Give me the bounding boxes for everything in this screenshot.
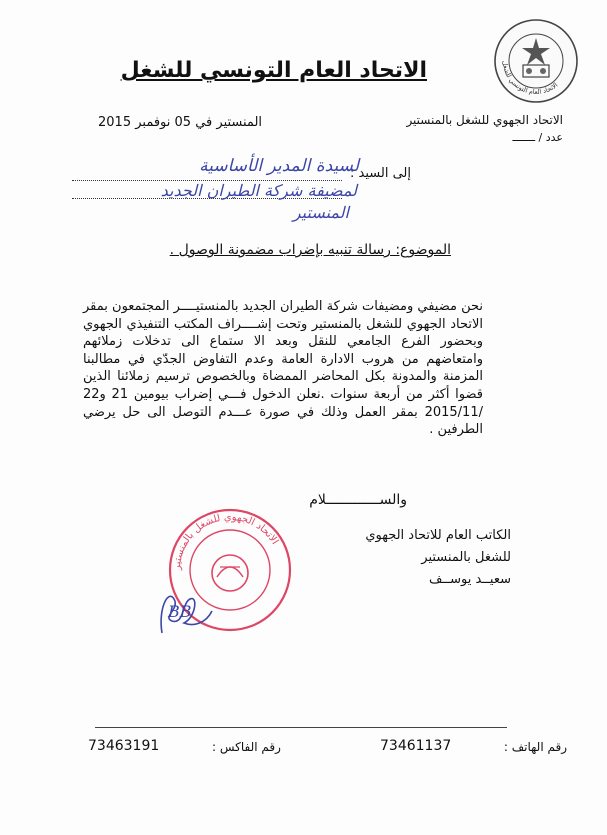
fax-number: 73463191 bbox=[88, 738, 160, 754]
letter-subject: الموضوع: رسالة تنبيه بإضراب مضمونة الوصول . bbox=[169, 242, 451, 258]
signature-initials: BB bbox=[168, 602, 192, 621]
handwritten-signature bbox=[148, 583, 218, 641]
fax-label: رقم الفاكس : bbox=[212, 740, 281, 754]
recipient-handwritten-line: لسيدة المدير الأساسية bbox=[199, 156, 359, 176]
signatory-title: للشغل بالمنستير bbox=[421, 550, 511, 565]
phone-label: رقم الهاتف : bbox=[503, 740, 567, 754]
letter-date: المنستير في 05 نوفمبر 2015 bbox=[98, 115, 263, 130]
letter-body bbox=[83, 298, 483, 439]
logo-ring-text: الاتحاد العام التونسي للشغل bbox=[500, 60, 560, 97]
phone-number: 73461137 bbox=[380, 738, 452, 754]
footer-divider bbox=[95, 727, 507, 728]
stamp-ring-text: الاتحاد الجهوي للشغل بالمنستير bbox=[171, 511, 281, 571]
main-title: الاتحاد العام التونسي للشغل bbox=[120, 58, 427, 83]
recipient-handwritten-line: لمضيفة شركة الطيران الجديد bbox=[160, 181, 357, 200]
reference-number: عدد / ـــــــ bbox=[512, 131, 563, 144]
signatory-title: الكاتب العام للاتحاد الجهوي bbox=[365, 528, 511, 543]
recipient-handwritten-line: المنستير bbox=[292, 203, 349, 222]
signatory-name: سعيــد يوســف bbox=[429, 572, 511, 587]
letter-body-paragraph: نحن مضيفي ومضيفات شركة الطيران الجديد بالمنستيــــر المجتمعون بمقر الاتحاد الجهوي للشغل بالمنستير وتحت إشــــراف المكتب التنفيذي الجهوي وبحضور الفرع الجامعي للنقل وبعد الا ستماع الى تدخلات زملائهم وامتعاضهم من هروب الادارة العامة وعدم التفاوض الجدّي في مطالبنا المزمنة والمدونة بكل المحاضر الممضاة وبالخصوص ترسيم زملائنا الذين قضوا أكثر من أربعة سنوات .نعلن الدخول فـــي إضراب بيومين 21 و22 /2015/11 بمقر العمل وذلك في صورة عـــدم التوصل الى حل يرضي الطرفين . bbox=[83, 299, 483, 438]
union-logo-icon bbox=[493, 18, 579, 104]
recipient-label: إلى السيد : bbox=[350, 166, 411, 181]
closing-greeting: والســـــــــــــلام bbox=[309, 492, 407, 508]
regional-union-name: الاتحاد الجهوي للشغل بالمنستير bbox=[406, 113, 563, 127]
